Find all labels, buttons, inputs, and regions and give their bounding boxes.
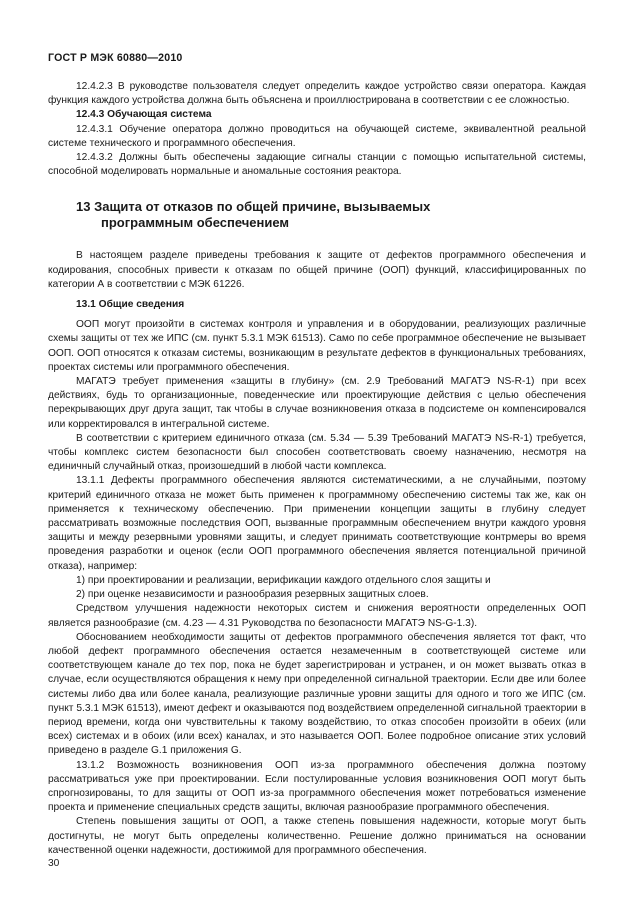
paragraph-protection-degree: Степень повышения защиты от ООП, а также степень повышения надежности, которые могут быть достигнуты, не могут быть определены количественно. Решение должно приниматься на основании качественной оценки надежности, достижимой для программного обеспечения. [48,816,586,856]
paragraph-12-4-3-1: 12.4.3.1 Обучение оператора должно проводиться на обучающей системе, эквивалентной реальной системе технического и программного обеспечения. [48,123,586,149]
paragraph-diversity-means: Средством улучшения надежности некоторых систем и снижения вероятности определенных ООП является разнообразие (см. 4.23 — 4.31 Руководства по безопасности МАГАТЭ NS-G-1.3). [48,603,586,629]
paragraph-13-1-1: 13.1.1 Дефекты программного обеспечения являются систематическими, а не случайными, поэтому критерий единичного отказа не может быть применен к программному обеспечению системы так же, как он применяется к техническому обеспечению. При применении концепции защиты в глубину следует рассматривать возможные последствия ООП, вызванные программным обеспечением внутри каждого уровня защиты и между резервными уровнями защиты, и следует принимать соответствующие контрмеры во время проведения разработки и оценок (если ООП программного обеспечения является потенциальной причиной отказа), например: [48,475,586,572]
paragraph-section-intro: В настоящем разделе приведены требования к защите от дефектов программного обеспечения и кодирования, способных привести к отказам по общей причине (ООП) функций, классифицированных по категории А в соответствии с МЭК 61226. [48,250,586,290]
page-header: ГОСТ Р МЭК 60880—2010 [48,52,183,64]
paragraph-justification: Обоснованием необходимости защиты от дефектов программного обеспечения является тот факт, что любой дефект программного обеспечения остается незамеченным в соответствующей системе или соответствующем канале до тех пор, пока не будет зарегистрирован и устранен, и он может вызвать отказ в случае, если осуществляются обращения к нему при определенной сигнальной траектории. Если две или более системы либо два или более канала, реализующие различные уровни защиты для одного и того же ИПС (см. пункт 5.3.1 МЭК 61513), имеют дефект и оказываются под воздействием определенной сигнальной траектории в период времени, когда они чувствительны к такому воздействию, то отказ способен произойти в обеих (или всех) системах и в обоих (или всех) каналах, и это называется ООП. Более подробное описание этих условий приведено в разделе G.1 приложения G. [48,631,586,757]
section-heading-13-line1: 13 Защита от отказов по общей причине, вызываемых [76,199,431,215]
paragraph-magate: МАГАТЭ требует применения «защиты в глубину» (см. 2.9 Требований МАГАТЭ NS-R-1) при всех действиях, будь то организационные, поведенческие или проектирующие действия с целью обеспечения перекрывающих друг друга защит, так чтобы в случае возникновения отказа в подсистеме он компенсировался или корректировался в интегральной системе. [48,376,586,430]
page-body [48,80,586,858]
paragraph-single-failure-criterion: В соответствии с критерием единичного отказа (см. 5.34 — 5.39 Требований МАГАТЭ NS-R-1) требуется, чтобы комплекс систем безопасности был способен соответствовать своему назначению, несмотря на единичный случайный отказ, произошедший в любой части комплекса. [48,432,586,473]
subsection-heading-13-1: 13.1 Общие сведения [76,299,185,311]
paragraph-13-1-2: 13.1.2 Возможность возникновения ООП из-за программного обеспечения должна поэтому рассматриваться уже при проектировании. Если постулированные условия возникновения ООП могут быть спрогнозированы, то для защиты от ООП из-за программного обеспечения может потребоваться изменение проекта и применение специальных средств защиты, включая разнообразие программного обеспечения. [48,759,586,814]
list-item-2: 2) при оценке независимости и разнообразия резервных защитных слоев. [76,589,429,601]
section-heading-13-line2: программным обеспечением [101,215,290,231]
paragraph-oop: ООП могут произойти в системах контроля и управления и в оборудовании, реализующих различные схемы защиты от тех же ИПС (см. пункт 5.3.1 МЭК 61513). Само по себе программное обеспечение не вызывает ООП. ООП относятся к отказам системы, возникающим в результате дефектов в функциональных требованиях, проектах системы или программного обеспечения. [48,319,586,373]
subsection-heading-12-4-3: 12.4.3 Обучающая система [76,109,212,121]
paragraph-12-4-2-3: 12.4.2.3 В руководстве пользователя следует определить каждое устройство связи оператора. Каждая функция каждого устройства должна быть объяснена и проиллюстрирована в соответствии с ее сложностью. [48,81,586,107]
paragraph-12-4-3-2: 12.4.3.2 Должны быть обеспечены задающие сигналы станции с помощью испытательной системы, способной моделировать нормальные и аномальные состояния реактора. [48,152,586,178]
section-heading-13 [76,199,586,231]
list-item-1: 1) при проектировании и реализации, верификации каждого отдельного слоя защиты и [76,574,491,586]
page-number: 30 [48,858,60,869]
